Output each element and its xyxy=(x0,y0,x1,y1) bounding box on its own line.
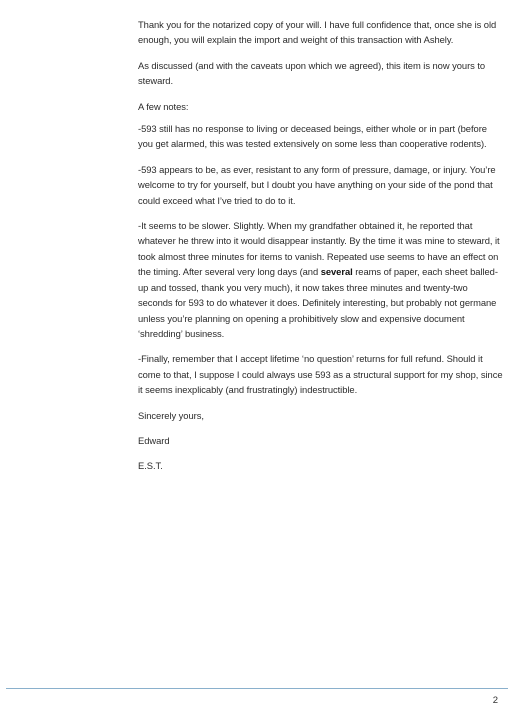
paragraph-note-resistance: -593 appears to be, as ever, resistant to any form of pressure, damage, or injury. You’re welcome to try for yourself, but I doubt you have anything on your side of the pond that could exceed what I’ve tried to do to it. xyxy=(138,163,496,206)
signature-name: Edward xyxy=(138,434,170,446)
paragraph-notes-heading: A few notes: xyxy=(138,100,189,112)
paragraph-note-slower xyxy=(138,218,504,341)
paragraph-note-returns: -Finally, remember that I accept lifetime ‘no question’ returns for full refund. Should it come to that, I suppose I could always use 593 as a structural support for my shop, since it seems inexplicably (and frustratingly) indestructible. xyxy=(138,353,503,396)
note-slower-text-start: -It seems to be slower. Slightly. When my grandfather obtained it, he reported that whatever he threw into it would disappear instantly. By the time it was mine to steward, it took almost three minutes for items to vanish. Repeated use seems to have an effect on the timing. After several very long days (and xyxy=(138,220,500,278)
note-slower-text-end: reams of paper, each sheet balled-up and tossed, thank you very much), it now takes three minutes and twenty-two seconds for 593 to do whatever it does. Definitely interesting, but probably not germane unless you’re planning on opening a prohibitively slow and expensive document ‘shredding’ business. xyxy=(138,266,498,339)
page-number: 2 xyxy=(492,695,498,706)
letter-body xyxy=(138,17,504,484)
footer-divider xyxy=(6,688,508,689)
letter-closing: Sincerely yours, xyxy=(138,409,204,421)
paragraph-steward: As discussed (and with the caveats upon which we agreed), this item is now yours to steward. xyxy=(138,59,486,87)
signature-initials: E.S.T. xyxy=(138,460,163,472)
paragraph-note-living-beings: -593 still has no response to living or deceased beings, either whole or in part (before you get alarmed, this was tested extensively on some less than cooperative rodents). xyxy=(138,123,487,150)
paragraph-intro: Thank you for the notarized copy of your will. I have full confidence that, once she is old enough, you will explain the import and weight of this transaction with Ashely. xyxy=(138,19,497,46)
note-slower-bold-word: several xyxy=(320,266,353,278)
